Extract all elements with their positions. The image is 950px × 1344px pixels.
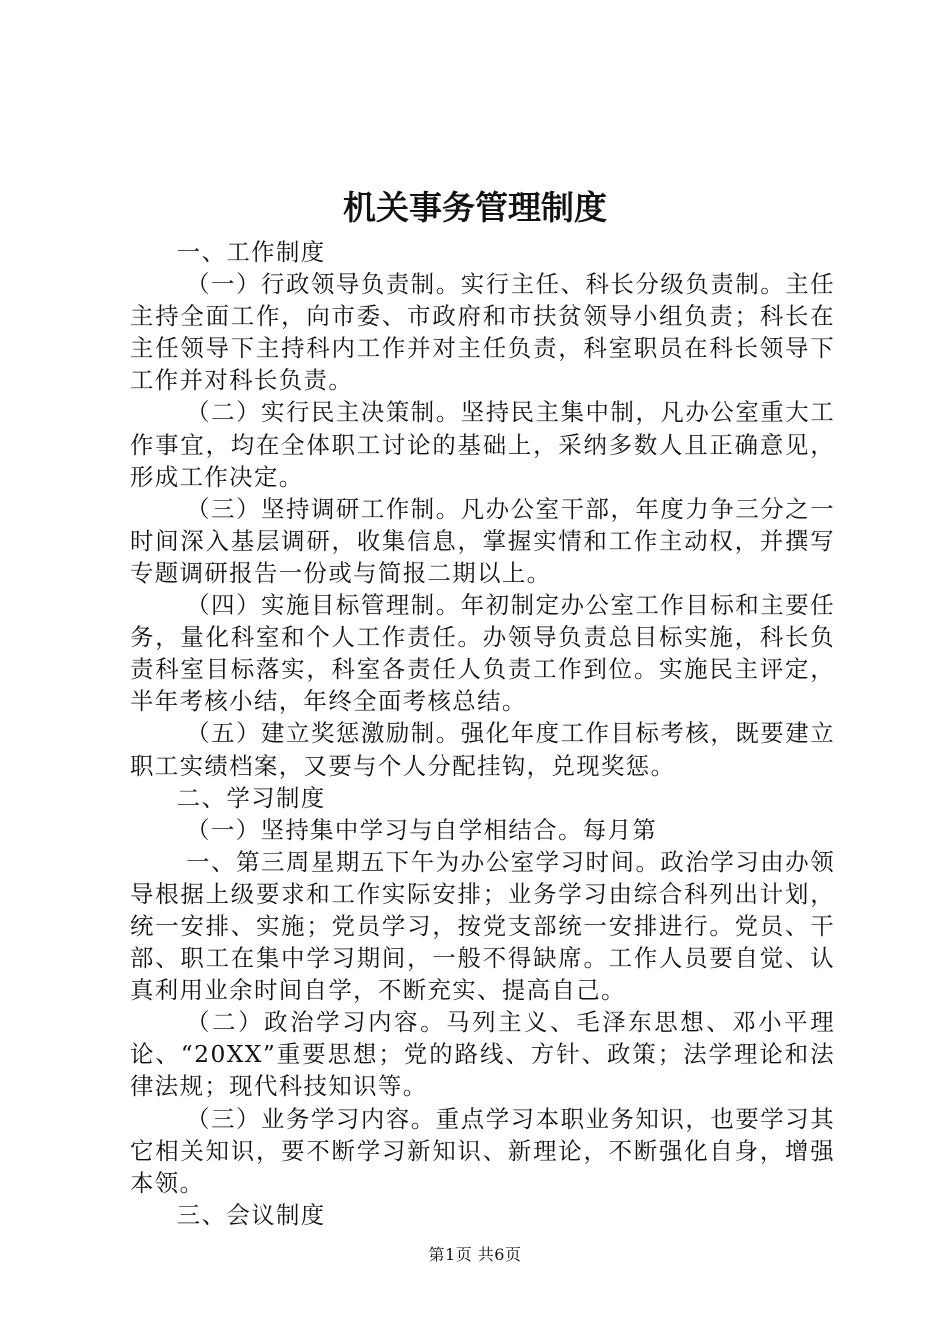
section-heading-meeting-system: 三、会议制度 bbox=[176, 1200, 326, 1229]
page-number: 第1页 共6页 bbox=[428, 1245, 522, 1264]
paragraph-political-study: （二）政治学习内容。马列主义、毛泽东思想、邓小平理论、“20XX”重要思想；党的路线、方针、政策；法学理论和法律法规；现代科技知识等。 bbox=[130, 1008, 835, 1101]
paragraph-research-system: （三）坚持调研工作制。凡办公室干部，年度力争三分之一时间深入基层调研，收集信息，掌握实情和工作主动权，并撰写专题调研报告一份或与简报二期以上。 bbox=[130, 494, 835, 587]
paragraph-study-schedule: 一、第三周星期五下午为办公室学习时间。政治学习由办领导根据上级要求和工作实际安排；业务学习由综合科列出计划，统一安排、实施；党员学习，按党支部统一安排进行。党员、干部、职工在集中学习期间，一般不得缺席。工作人员要自觉、认真利用业余时间自学，不断充实、提高自己。 bbox=[130, 847, 835, 1005]
paragraph-administrative-responsibility: （一）行政领导负责制。实行主任、科长分级负责制。主任主持全面工作，向市委、市政府和市扶贫领导小组负责；科长在主任领导下主持科内工作并对主任负责，科室职员在科长领导下工作并对科长负责。 bbox=[130, 270, 835, 395]
paragraph-reward-punishment: （五）建立奖惩激励制。强化年度工作目标考核，既要建立职工实绩档案，又要与个人分配挂钩，兑现奖惩。 bbox=[130, 719, 835, 780]
paragraph-business-study: （三）业务学习内容。重点学习本职业务知识，也要学习其它相关知识，要不断学习新知识、新理论，不断强化自身，增强本领。 bbox=[130, 1104, 835, 1197]
paragraph-collective-study: （一）坚持集中学习与自学相结合。每月第 bbox=[186, 815, 658, 844]
paragraph-democratic-decision: （二）实行民主决策制。坚持民主集中制，凡办公室重大工作事宜，均在全体职工讨论的基础上，采纳多数人且正确意见，形成工作决定。 bbox=[130, 398, 835, 491]
document-body bbox=[130, 236, 835, 1231]
document-title: 机关事务管理制度 bbox=[343, 188, 607, 227]
section-heading-study-system: 二、学习制度 bbox=[176, 783, 326, 812]
section-heading-work-system: 一、工作制度 bbox=[176, 238, 326, 266]
paragraph-target-management: （四）实施目标管理制。年初制定办公室工作目标和主要任务，量化科室和个人工作责任。办领导负责总目标实施，科长负责科室目标落实，科室各责任人负责工作到位。实施民主评定，半年考核小结，年终全面考核总结。 bbox=[130, 591, 835, 716]
